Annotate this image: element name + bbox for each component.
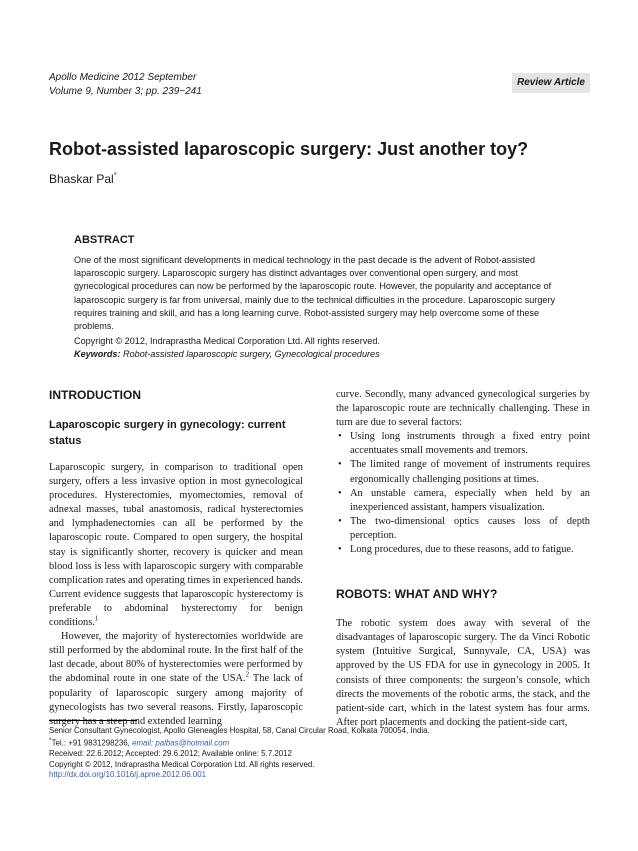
telephone: Tel.: +91 9831298236,: [51, 739, 130, 749]
contact-marker: *: [49, 737, 52, 745]
email-link[interactable]: palbas@hotmail.com: [155, 739, 230, 749]
abstract-copyright: Copyright © 2012, Indraprastha Medical Corporation Ltd. All rights reserved.: [74, 336, 380, 347]
citation-1[interactable]: 1: [94, 614, 99, 623]
list-item: • The two-dimensional optics causes loss of depth perception.: [338, 515, 590, 541]
author-affiliation: Senior Consultant Gynecologist, Apollo Gleneagles Hospital, 58, Canal Circular Road, Kolkata 700054, India.: [49, 726, 430, 735]
robots-paragraph: The robotic system does away with several of the disadvantages of laparoscopic surgery. The da Vinci Robotic system (Intuitive Surgical, Sunnyvale, CA, USA) was approved by the US FDA for use in gynecology in 2005. It consists of three components: the surgeon’s console, which directs the movements of the robotic arms, the stack, and the patient-side cart, which in the latest system has four arms. After port placements and docking the patient-side cart,: [336, 618, 590, 728]
right-column: [336, 388, 590, 730]
intro-paragraph-1: Laparoscopic surgery, in comparison to traditional open surgery, offers a less invasive option in most gynecological procedures. Hysterectomies, myomectomies, removal of adnexal masses, tubal anastomosis, radical hysterectomies and lymphadenectomies can all be performed by the laparoscopic route. Compared to open surgery, the hospital stay is significantly shorter, recovery is quicker and mean blood loss is less with laparoscopic surgery with comparable complication rates and operating times in experienced hands. Current evidence suggests that laparoscopic hysterectomy is preferable to abdominal hysterectomy for benign conditions.$^1$: [49, 462, 303, 629]
article-dates: Received: 22.6.2012; Accepted: 29.6.2012; Available online: 5.7.2012: [49, 749, 292, 759]
article-type-badge: Review Article: [512, 73, 590, 93]
author-name: Bhaskar Pal: [49, 172, 114, 186]
list-item: • An unstable camera, especially when held by an inexperienced assistant, hampers visualization.: [338, 487, 590, 513]
footnotes: [49, 726, 609, 781]
author-line: [49, 171, 117, 186]
robots-heading: ROBOTS: WHAT AND WHY?: [336, 587, 498, 602]
subsection-heading: Laparoscopic surgery in gynecology: current status: [49, 419, 286, 447]
abstract-section: [74, 234, 572, 362]
email-label: email:: [132, 739, 154, 749]
article-title: Robot-assisted laparoscopic surgery: Just another toy?: [49, 139, 529, 159]
footnote-divider: [49, 720, 137, 721]
volume-line: Volume 9, Number 3; pp. 239−241: [49, 86, 202, 97]
author-footnote-marker[interactable]: *: [113, 171, 117, 180]
abstract-keywords: [74, 348, 572, 361]
intro-paragraph-2: However, the majority of hysterectomies worldwide are still performed by the abdominal route. In the first half of the last decade, about 80% of hysterectomies were performed by the abdominal route in one state of the USA.$^2$ The lack of popularity of laparoscopic surgery among majority of gynecologists has two several reasons. Firstly, laparoscopic surgery has a steep and extended learning: [49, 631, 303, 727]
footnote-copyright: Copyright © 2012, Indraprastha Medical Corporation Ltd. All rights reserved.: [49, 759, 315, 769]
left-column: [49, 388, 303, 729]
contact-line: [49, 736, 609, 749]
doi-link[interactable]: http://dx.doi.org/10.1016/j.apme.2012.06.001: [49, 770, 207, 780]
journal-line: Apollo Medicine 2012 September: [49, 72, 197, 83]
journal-info: [49, 71, 202, 99]
keywords-text: Robot-assisted laparoscopic surgery, Gynecological procedures: [123, 349, 380, 360]
factors-list: [336, 430, 590, 557]
list-item: • The limited range of movement of instruments requires ergonomically challenging positions at times.: [338, 459, 590, 485]
abstract-text: One of the most significant developments in medical technology in the past decade is the advent of Robot-assisted laparoscopic surgery. Laparoscopic surgery has distinct advantages over conventional open surgery, and most gynecological procedures can now be performed by the laparoscopic route. However, the popularity and acceptance of laparoscopic surgery is far from universal, mainly due to the technical difficulties in the procedure. Laparoscopic surgery requires training and skill, and has a long learning curve. Robot-assisted surgery may help overcome some of these problems.: [74, 255, 556, 332]
introduction-heading: INTRODUCTION: [49, 388, 141, 402]
citation-2[interactable]: 2: [245, 670, 250, 679]
list-item: • Using long instruments through a fixed entry point accentuates small movements and tremors.: [338, 431, 590, 457]
keywords-label: Keywords:: [74, 349, 121, 360]
list-item: • Long procedures, due to these reasons, add to fatigue.: [338, 544, 574, 556]
intro-continued-paragraph: curve. Secondly, many advanced gynecological surgeries by the laparoscopic route are technically challenging. These in turn are due to several factors:: [336, 389, 590, 429]
abstract-heading: ABSTRACT: [74, 234, 135, 246]
